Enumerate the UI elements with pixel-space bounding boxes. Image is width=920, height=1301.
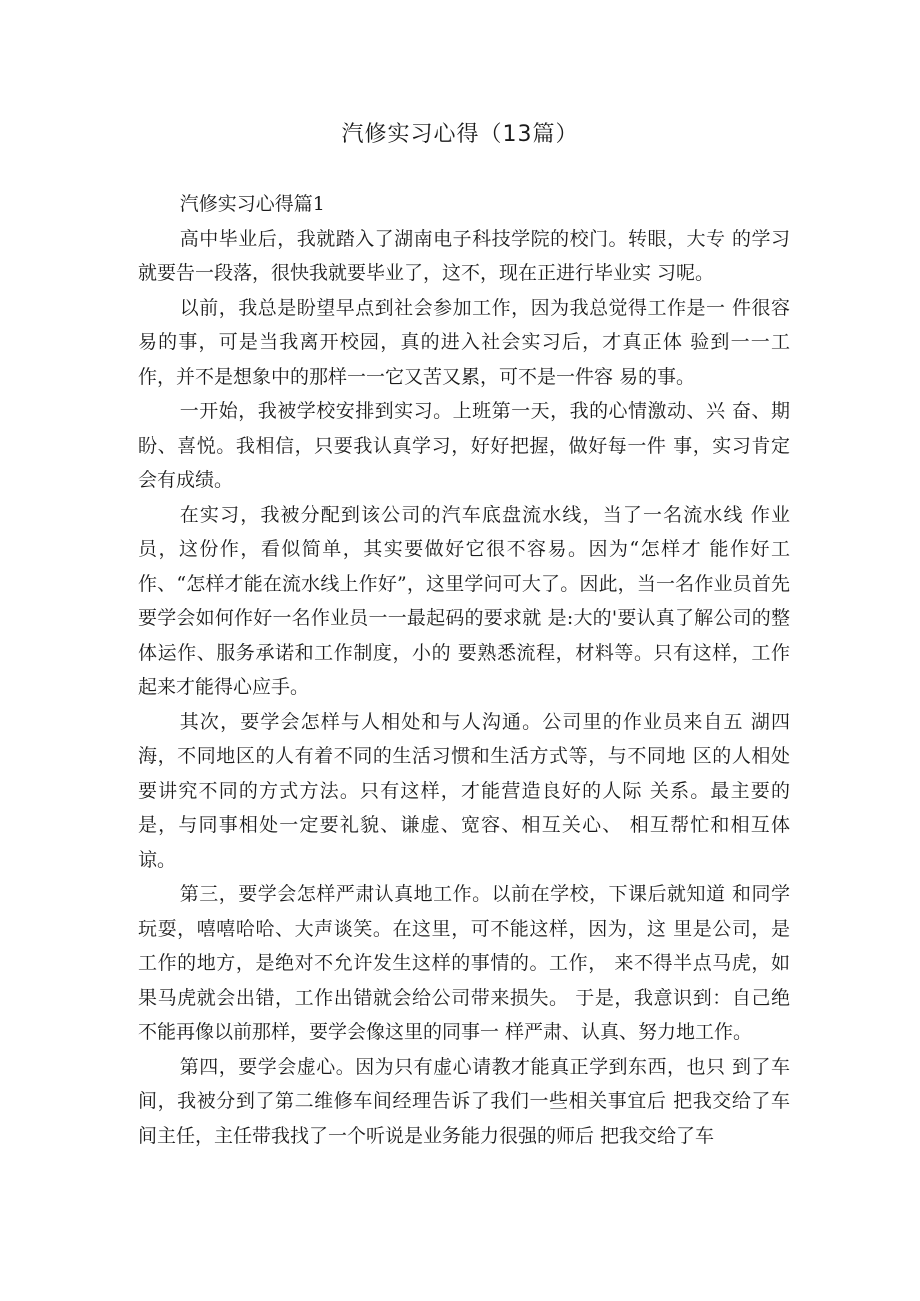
paragraph: 第三，要学会怎样严肃认真地工作。以前在学校，下课后就知道 和同学玩耍，嘻嘻哈哈、大声谈笑。在这里，可不能这样，因为，这 里是公司，是工作的地方，是绝对不允许发生这样的事情的。工作， 来不得半点马虎，如果马虎就会出错，工作出错就会给公司带来损失。 于是，我意识到：自己绝不能再像以前那样，要学会像这里的同事一 样严肃、认真、努力地工作。 <box>138 883 790 1043</box>
paragraph: 高中毕业后，我就踏入了湖南电子科技学院的校门。转眼，大专 的学习就要告一段落，很快我就要毕业了，这不，现在正进行毕业实 习呢。 <box>138 227 790 284</box>
document-title: 汽修实习心得（13篇） <box>341 122 579 147</box>
paragraph: 一开始，我被学校安排到实习。上班第一天，我的心情激动、兴 奋、期盼、喜悦。我相信，只要我认真学习，好好把握，做好每一件 事，实习肯定会有成绩。 <box>138 400 790 491</box>
section-heading: 汽修实习心得篇1 <box>179 193 325 215</box>
paragraph: 在实习，我被分配到该公司的汽车底盘流水线，当了一名流水线 作业员，这份作，看似简单，其实要做好它很不容易。因为“怎样才 能作好工作、“怎样才能在流水线上作好”，这里学问可大了。因此，当一名作业员首先要学会如何作好一名作业员一一最起码的要求就 是:大的'要认真了解公司的整体运作、服务承诺和工作制度，小的 要熟悉流程，材料等。只有这样，工作起来才能得心应手。 <box>138 503 790 698</box>
document-body <box>138 187 790 1153</box>
paragraph: 以前，我总是盼望早点到社会参加工作，因为我总觉得工作是一 件很容易的事，可是当我离开校园，真的进入社会实习后，才真正体 验到一一工作，并不是想象中的那样一一它又苦又累，可不是一件容 易的事。 <box>138 296 790 388</box>
paragraph: 其次，要学会怎样与人相处和与人沟通。公司里的作业员来自五 湖四海，不同地区的人有着不同的生活习惯和生活方式等，与不同地 区的人相处要讲究不同的方式方法。只有这样，才能营造良好的人际 关系。最主要的是，与同事相处一定要礼貌、谦虚、宽容、相互关心、 相互帮忙和相互体谅。 <box>138 710 790 871</box>
paragraph: 第四，要学会虚心。因为只有虚心请教才能真正学到东西，也只 到了车间，我被分到了第二维修车间经理告诉了我们一些相关事宜后 把我交给了车间主任，主任带我找了一个听说是业务能力很强的师后 把我交给了车 <box>138 1055 790 1147</box>
